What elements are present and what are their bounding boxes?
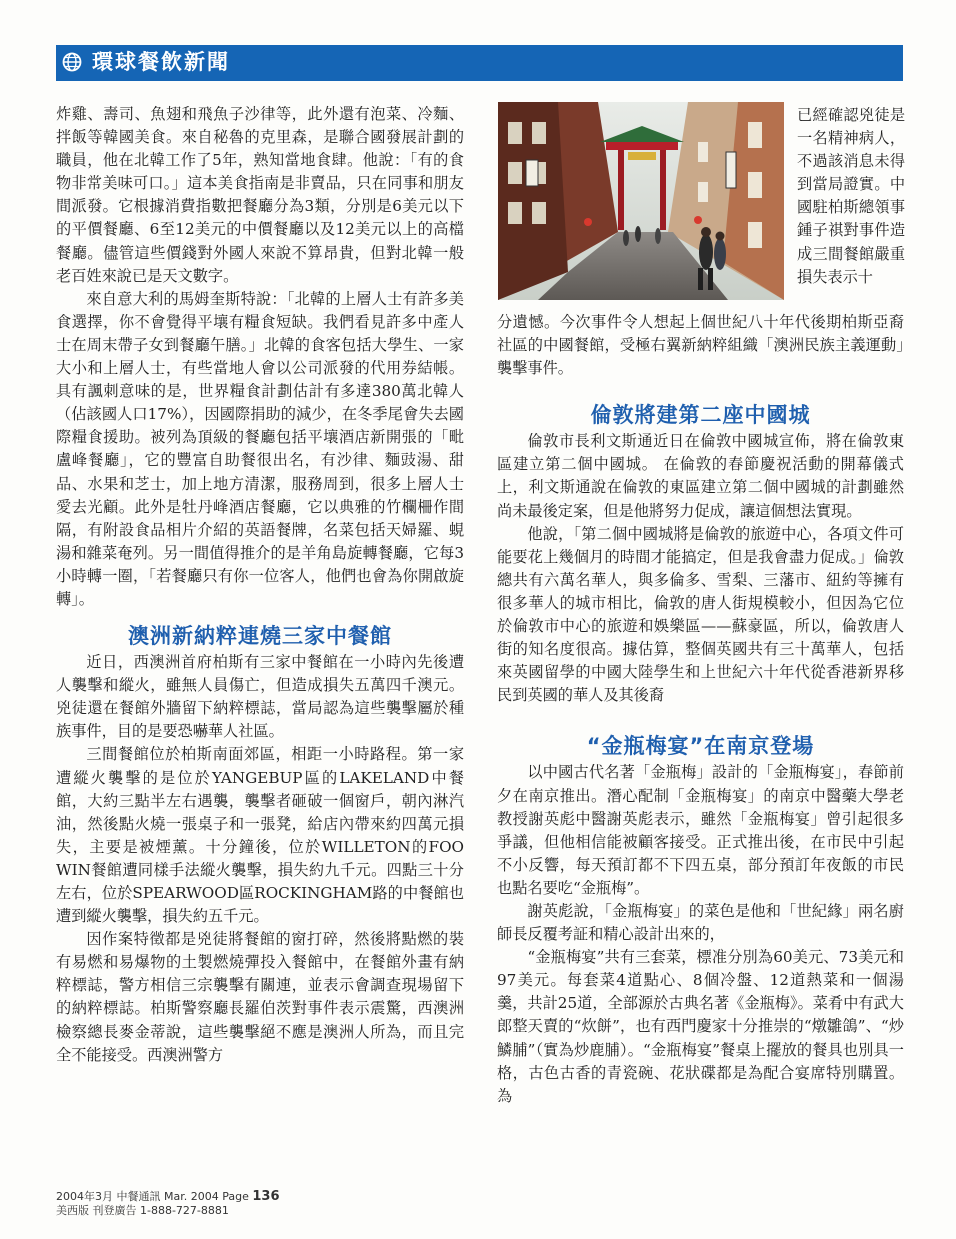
- magazine-name: 中餐通訊: [116, 1190, 161, 1203]
- right-column: [497, 311, 904, 1108]
- page-label: Page: [222, 1190, 249, 1203]
- paragraph: 炸雞、壽司、魚翅和飛魚子沙律等，此外還有泡菜、冷麵、拌飯等韓國美食。來自秘魯的克里森，是聯合國發展計劃的職員，他在北韓工作了5年，熟知當地食肆。他說：「有的食物非常美味可口。」這本美食指南是非賣品，只在同事和朋友間派發。它根據消費指數把餐廳分為3類，分別是6美元以下的平價餐廳、6至12美元的中價餐廳以及12美元以上的高檔餐廳。儘管這些價錢對外國人來說不算昂貴，但對北韓一般老百姓來說已是天文數字。: [56, 105, 464, 285]
- article-heading-london: 倫敦將建第二座中國城: [590, 403, 811, 428]
- article-heading-nanjing: “金瓶梅宴”在南京登場: [586, 734, 815, 759]
- article-heading-australia: 澳洲新納粹連燒三家中餐館: [128, 624, 392, 649]
- paragraph: “金瓶梅宴”共有三套菜，標准分別為60美元、73美元和97美元。每套菜4道點心、8個冷盤、12道熱菜和一個湯羹，共計25道，全部源於古典名著《金瓶梅》。菜肴中有武大郎整天賣的“炊餅”，也有西門慶家十分推崇的“燉雛鴿”、“炒鱗脯”（實為炒鹿脯）。“金瓶梅宴”餐桌上擺放的餐具也別具一格，古色古香的青瓷碗、花狀碟都是為配合宴席特別購置。為: [497, 948, 904, 1105]
- paragraph: 近日，西澳洲首府柏斯有三家中餐館在一小時內先後遭人襲擊和縱火，雖無人員傷亡，但造成損失五萬四千澳元。兇徒還在餐館外牆留下納粹標誌，當局認為這些襲擊屬於種族事件，目的是要恐嚇華人社區。: [56, 653, 464, 741]
- phone-number: 1-888-727-8881: [140, 1204, 229, 1217]
- paragraph: 來自意大利的馬姆奎斯特說：「北韓的上層人士有許多美食選擇，你不會覺得平壤有糧食短缺。我們看見許多中產人士在周末帶子女到餐廳午膳。」北韓的食客包括大學生、一家大小和上層人士，有些當地人會以公司派發的代用券結帳。具有諷刺意味的是，世界糧食計劃估計有多達380萬北韓人（佔該國人口17%），因國際捐助的減少，在冬季尾會失去國際糧食援助。被列為頂級的餐廳包括平壤酒店新開張的「毗盧峰餐廳」，它的豐富自助餐很出名，有沙律、麵豉湯、甜品、水果和芝士，加上地方清潔，服務周到，很多上層人士愛去光顧。此外是牡丹峰酒店餐廳，它以典雅的竹欄柵作間隔，有附設食品相片介紹的英語餐牌，名菜包括天婦羅、蜆湯和雜菜奄列。另一間值得推介的是羊角島旋轉餐廳，它每3小時轉一圈，「若餐廳只有你一位客人，他們也會為你開啟旋轉」。: [56, 289, 464, 608]
- paragraph: 因作案特徵都是兇徒將餐館的窗打碎，然後將點燃的裝有易燃和易爆物的土製燃燒彈投入餐館中，在餐館外畫有納粹標誌，警方相信三宗襲擊有關連，並表示會調查現場留下的納粹標誌。柏斯警察廳長羅伯茨對事件表示震驚，西澳洲檢察總長麥金蒂說，這些襲擊絕不應是澳洲人所為，而且完全不能接受。西澳洲警方: [56, 930, 464, 1064]
- issue-date-en: Mar. 2004: [164, 1190, 219, 1203]
- issue-date: 2004年3月: [56, 1190, 113, 1203]
- paragraph: 倫敦市長利文斯通近日在倫敦中國城宣佈，將在倫敦東區建立第二個中國城。 在倫敦的春節慶祝活動的開幕儀式上，利文斯通說在倫敦的東區建立第二個中國城的計劃雖然尚未最後定案，但是他將努力促成，讓這個想法實現。: [497, 432, 904, 520]
- paragraph: 謝英彪說，「金瓶梅宴」的菜色是他和「世紀緣」兩名廚師長反覆考証和精心設計出來的，: [497, 901, 904, 944]
- paragraph: 分遺憾。今次事件令人想起上個世紀八十年代後期柏斯亞裔社區的中國餐館，受極右翼新納粹組織「澳洲民族主義運動」襲擊事件。: [497, 313, 904, 378]
- page-footer: [56, 1190, 280, 1218]
- section-banner: [56, 45, 903, 81]
- paragraph: 以中國古代名著「金瓶梅」設計的「金瓶梅宴」，春節前夕在南京推出。潛心配制「金瓶梅宴」的南京中醫藥大學老教授謝英彪中醫謝英彪表示，雖然「金瓶梅宴」曾引起很多爭議，但他相信能被顧客接受。正式推出後，在市民中引起不小反響，每天預訂都不下四五桌，部分預訂年夜飯的市民也點名要吃“金瓶梅”。: [497, 763, 904, 897]
- chinatown-photo: [498, 102, 784, 300]
- section-title: 環球餐飲新聞: [92, 50, 230, 74]
- left-column: [56, 103, 464, 1067]
- page-number: 136: [252, 1189, 280, 1204]
- edition-label: 美西版: [56, 1204, 89, 1217]
- globe-icon: [62, 52, 82, 72]
- paragraph: 三間餐館位於柏斯南面郊區，相距一小時路程。第一家遭縱火襲擊的是位於YANGEBUP區的LAKELAND中餐館，大約三點半左右遇襲，襲擊者砸破一個窗戶，朝內淋汽油，然後點火燒一張桌子和一張凳，給店內帶來約四萬元損失，主要是被煙薰。十分鐘後，位於WILLETON的FOO WIN餐館遭同樣手法縱火襲擊，損失約九千元。四點三十分左右，位於SPEARWOOD區ROCKINGHAM路的中餐館也遭到縱火襲擊，損失約五千元。: [56, 745, 464, 926]
- ad-label: 刊登廣告: [92, 1204, 137, 1217]
- paragraph: 他說，「第二個中國城將是倫敦的旅遊中心，各項文件可能要花上幾個月的時間才能搞定，但是我會盡力促成。」倫敦總共有六萬名華人，與多倫多、雪梨、三藩市、紐約等擁有很多華人的城市相比，倫敦的唐人街規模較小，但因為它位於倫敦市中心的旅遊和娛樂區——蘇豪區，所以，倫敦唐人街的知名度很高。據估算，整個英國共有三十萬華人，包括來英國留學的中國大陸學生和上世紀六十年代從香港新界移民到英國的華人及其後裔: [497, 524, 904, 705]
- wrapped-paragraph: 已經確認兇徒是一名精神病人，不過該消息未得到當局證實。中國駐柏斯總領事鍾子祺對事件造成三間餐館嚴重損失表示十: [797, 106, 905, 286]
